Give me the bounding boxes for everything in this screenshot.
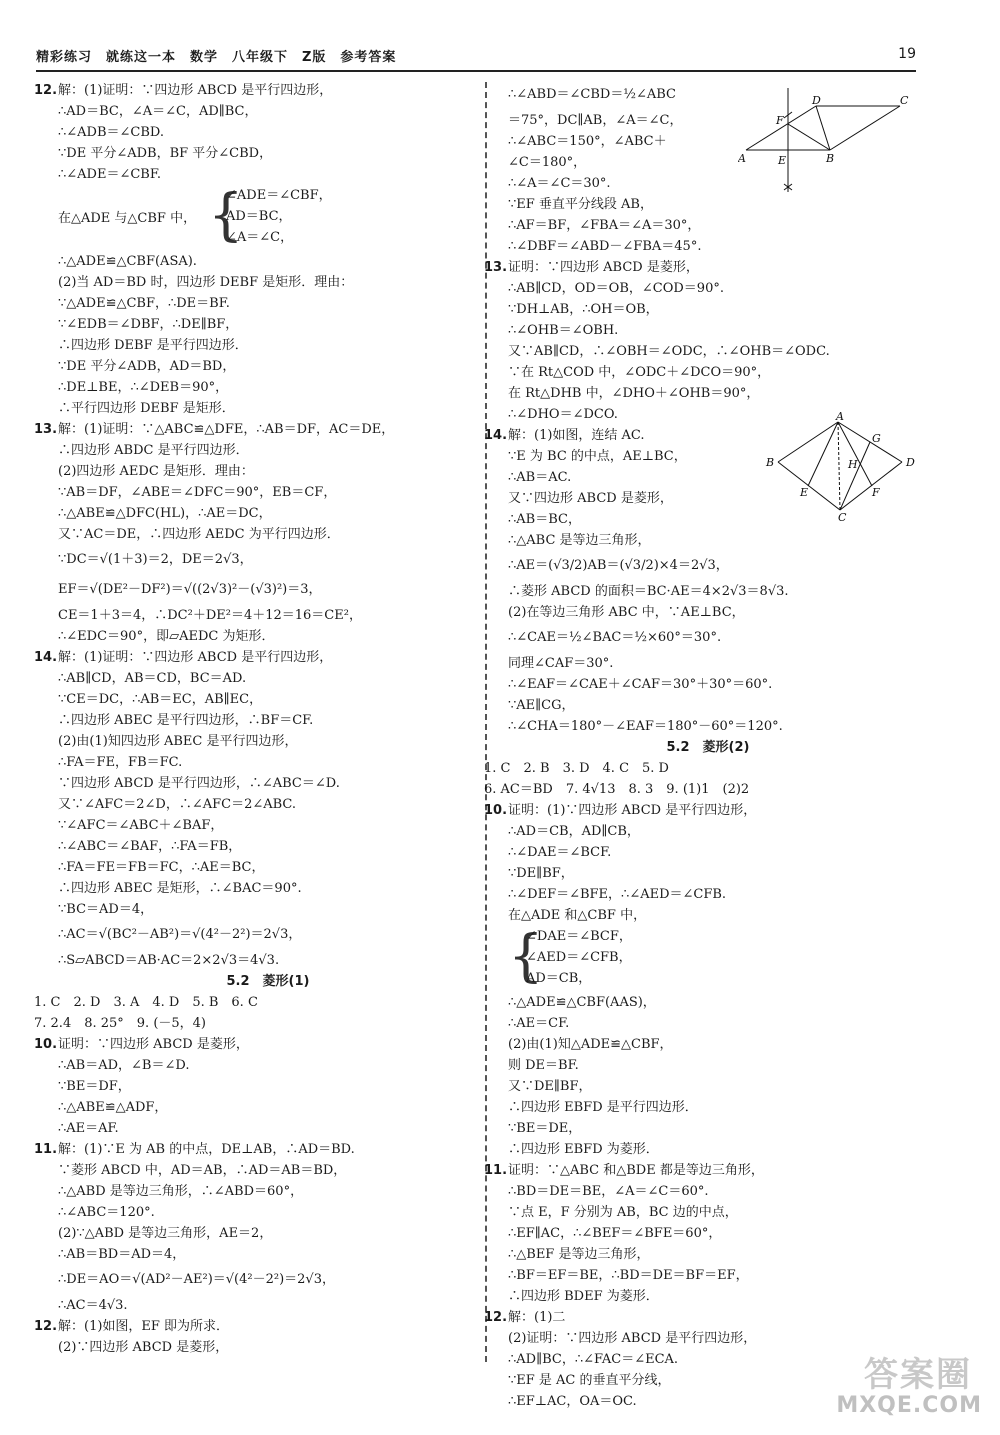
solution-line (58, 143, 478, 164)
solution-line (34, 419, 478, 440)
line-text: ∴四边形 BDEF 为菱形． (508, 1289, 659, 1304)
solution-line (508, 215, 908, 236)
problem-number: 10. (34, 1037, 58, 1052)
solution-line (58, 482, 478, 503)
line-text: ∵AE∥CG， (508, 698, 575, 713)
line-text: 1. C 2. D 3. A 4. D 5. B 6. C (34, 995, 258, 1010)
problem-number: 13. (484, 260, 508, 275)
solution-line (58, 1160, 478, 1181)
header-title: 精彩练习 就练这一本 数学 八年级下 Z版 参考答案 (36, 50, 397, 65)
line-text: ∴EF∥AC，∴∠BEF＝∠BFE＝60°， (508, 1226, 722, 1241)
line-text: 证明：∵四边形 ABCD 是菱形， (58, 1037, 249, 1052)
solution-line (58, 398, 478, 419)
line-text: 又∵AB∥CD，∴∠OBH＝∠ODC，∴∠OHB＝∠ODC. (508, 344, 830, 359)
solution-line (508, 992, 908, 1013)
line-text: ∴AE＝CF. (508, 1016, 570, 1031)
line-text: (2)证明：∵四边形 ABCD 是平行四边形， (508, 1331, 757, 1346)
line-text: ∴△ADE≌△CBF(ASA). (58, 254, 197, 269)
solution-line (58, 1223, 478, 1244)
solution-line (58, 836, 478, 857)
fig2-label-f: F (872, 486, 880, 499)
line-text: ∴EF⊥AC，OA＝OC. (508, 1394, 637, 1409)
fig1-label-e: E (778, 154, 787, 167)
watermark (792, 1347, 982, 1427)
line-text: ∴菱形 ABCD 的面积＝BC·AE＝4×2√3＝8√3. (508, 584, 789, 599)
line-text: ∴AE＝AF. (58, 1121, 119, 1136)
right-column (484, 80, 908, 1412)
solution-line (58, 503, 478, 524)
line-text: ∴∠OHB＝∠OBH. (508, 323, 619, 338)
line-text: ∴AB＝BD＝AD＝4， (58, 1247, 186, 1262)
answer-line (484, 779, 908, 800)
line-text: ∴平行四边形 DEBF 是矩形． (58, 401, 235, 416)
figure-rhombus-abcd (760, 412, 920, 522)
solution-line (508, 623, 908, 653)
line-text: (2)当 AD＝BD 时，四边形 DEBF 是矩形．理由： (58, 275, 354, 290)
line-text: ∴∠CHA＝180°－∠EAF＝180°－60°＝120°. (508, 719, 783, 734)
line-text: 解：(1)如图，连结 AC. (508, 428, 645, 443)
line-text: EF＝√(DE²－DF²)＝√((2√3)²－(√3)²)＝3， (58, 582, 322, 597)
line-text: ∴∠ABD＝∠CBD＝½∠ABC (508, 87, 676, 102)
solution-line (508, 299, 908, 320)
solution-line (508, 551, 908, 581)
solution-line (508, 1034, 908, 1055)
line-text: ∴△ABD 是等边三角形，∴∠ABD＝60°， (58, 1184, 304, 1199)
line-text: 又∵∠AFC＝2∠D，∴∠AFC＝2∠ABC. (58, 797, 297, 812)
solution-line (34, 647, 478, 668)
line-text: ∴∠EDC＝90°，即▱AEDC 为矩形． (58, 629, 275, 644)
solution-line (508, 884, 908, 905)
solution-line (58, 920, 478, 950)
line-text: ∵EF 垂直平分线段 AB， (508, 197, 653, 212)
line-text: 则 DE＝BF. (508, 1058, 579, 1073)
brace-lead-text: 在△ADE 与△CBF 中， (58, 211, 197, 226)
solution-line (508, 530, 908, 551)
line-text: ∴△ABE≌△ADF， (58, 1100, 168, 1115)
solution-line (34, 1316, 478, 1337)
line-text: ∴DE⊥BE，∴∠DEB＝90°， (58, 380, 229, 395)
line-text: 在△ADE 和△CBF 中， (508, 908, 647, 923)
line-text: ∴∠CAE＝½∠BAC＝½×60°＝30°. (508, 630, 722, 645)
solution-line (58, 626, 478, 647)
line-text: 解：(1)∵E 为 AB 的中点，DE⊥AB，∴AD＝BD. (58, 1142, 355, 1157)
line-text: ∵AB＝DF，∠ABE＝∠DFC＝90°，EB＝CF， (58, 485, 337, 500)
section-heading (58, 971, 478, 992)
solution-line (34, 80, 478, 101)
solution-line (484, 257, 908, 278)
line-text: 解：(1)证明：∵△ABC≌△DFE，∴AB＝DF，AC＝DE， (58, 422, 395, 437)
solution-line (58, 899, 478, 920)
solution-line (58, 815, 478, 836)
solution-line (58, 1181, 478, 1202)
line-text: ∴∠ADE＝∠CBF. (58, 167, 161, 182)
solution-line (508, 1265, 908, 1286)
line-text: 解：(1)如图，EF 即为所求． (58, 1319, 230, 1334)
solution-line (58, 524, 478, 545)
line-text: ∴FA＝FE，FB＝FC. (58, 755, 183, 770)
line-text: ∴四边形 EBFD 为菱形． (508, 1142, 659, 1157)
solution-line (484, 1160, 908, 1181)
brace-system (58, 185, 478, 251)
line-text: ∴∠ABC＝∠BAF，∴FA＝FB， (58, 839, 242, 854)
solution-line (508, 1223, 908, 1244)
line-text: ∴∠DHO＝∠DCO. (508, 407, 618, 422)
solution-line (58, 1337, 478, 1358)
line-text: 在 Rt△DHB 中，∠DHO＋∠OHB＝90°， (508, 386, 760, 401)
brace-item: AD＝CB， (526, 971, 592, 986)
solution-line (58, 377, 478, 398)
line-text: ∵BE＝DF， (58, 1079, 131, 1094)
solution-line (34, 1034, 478, 1055)
line-text: ∴∠ADB＝∠CBD. (58, 125, 165, 140)
solution-line (508, 1328, 908, 1349)
line-text: 1. C 2. B 3. D 4. C 5. D (484, 761, 669, 776)
line-text: ∴△ABE≌△DFC(HL)，∴AE＝DC， (58, 506, 272, 521)
line-text: 同理∠CAF＝30°. (508, 656, 614, 671)
solution-line (58, 575, 478, 605)
solution-line (508, 236, 908, 257)
problem-number: 12. (484, 1310, 508, 1325)
solution-line (508, 1202, 908, 1223)
line-text: (2)在等边三角形 ABC 中，∵AE⊥BC， (508, 605, 745, 620)
solution-line (508, 362, 908, 383)
brace-symbol: { (208, 183, 244, 248)
problem-number: 11. (484, 1163, 508, 1178)
solution-line (508, 320, 908, 341)
solution-line (508, 341, 908, 362)
line-text: ∵EF 是 AC 的垂直平分线， (508, 1373, 671, 1388)
line-text: ∵菱形 ABCD 中，AD＝AB，∴AD＝AB＝BD， (58, 1163, 347, 1178)
fig2-label-a: A (836, 412, 844, 423)
line-text: ∵∠EDB＝∠DBF，∴DE∥BF， (58, 317, 239, 332)
solution-line (58, 1244, 478, 1265)
solution-line (484, 800, 908, 821)
solution-line (58, 794, 478, 815)
line-text: ∵DE 平分∠ADB，AD＝BD， (58, 359, 236, 374)
line-text: ∴AB＝BC， (508, 512, 581, 527)
solution-line (58, 101, 478, 122)
page-header (36, 46, 916, 68)
page-number: 19 (898, 46, 916, 62)
brace-item: AD＝BC， (226, 209, 292, 224)
solution-line (508, 821, 908, 842)
line-text: ∴∠DAE＝∠BCF. (508, 845, 612, 860)
solution-line (508, 1139, 908, 1160)
line-text: 又∵AC＝DE，∴四边形 AEDC 为平行四边形． (58, 527, 340, 542)
answer-line (34, 1013, 478, 1034)
solution-line (508, 1244, 908, 1265)
fig1-label-c: C (900, 94, 909, 107)
solution-line (58, 1076, 478, 1097)
line-text: ∵在 Rt△COD 中，∠ODC＋∠DCO＝90°， (508, 365, 771, 380)
line-text: ∴AF＝BF，∠FBA＝∠A＝30°， (508, 218, 701, 233)
problem-number: 10. (484, 803, 508, 818)
line-text: ∴∠EAF＝∠CAE＋∠CAF＝30°＋30°＝60°. (508, 677, 773, 692)
line-text: ∴DE＝AO＝√(AD²－AE²)＝√(4²－2²)＝2√3， (58, 1272, 335, 1287)
solution-line (58, 251, 478, 272)
fig1-label-a: A (738, 152, 746, 165)
line-text: ∴AE＝(√3/2)AB＝(√3/2)×4＝2√3， (508, 558, 729, 573)
solution-line (508, 905, 908, 926)
solution-line (58, 752, 478, 773)
line-text: ＝75°，DC∥AB，∠A＝∠C， (508, 113, 683, 128)
line-text: ∴四边形 ABDC 是平行四边形． (58, 443, 249, 458)
line-text: ∴∠A＝∠C＝30°. (508, 176, 611, 191)
line-text: (2)∵四边形 ABCD 是菱形， (58, 1340, 229, 1355)
brace-system (508, 926, 908, 992)
line-text: ∴△ABC 是等边三角形， (508, 533, 651, 548)
brace-symbol: { (508, 924, 544, 989)
line-text: (2)∵△ABD 是等边三角形，AE＝2， (58, 1226, 273, 1241)
line-text: 6. AC＝BD 7. 4√13 8. 3 9. (1)1 (2)2 (484, 782, 750, 797)
line-text: 5.2 菱形(1) (226, 974, 310, 989)
solution-line (58, 1265, 478, 1295)
problem-number: 13. (34, 422, 58, 437)
solution-line (58, 356, 478, 377)
solution-line (58, 545, 478, 575)
line-text: ∴∠ABC＝120°. (58, 1205, 155, 1220)
line-text: ∵△ADE≌△CBF，∴DE＝BF. (58, 296, 230, 311)
solution-line (508, 674, 908, 695)
line-text: 5.2 菱形(2) (666, 740, 750, 755)
solution-line (58, 950, 478, 971)
line-text: ∵点 E，F 分别为 AB，BC 边的中点， (508, 1205, 738, 1220)
problem-number: 14. (34, 650, 58, 665)
fig1-label-f: F (776, 114, 784, 127)
solution-line (58, 605, 478, 626)
solution-line (58, 335, 478, 356)
line-text: 解：(1)证明：∵四边形 ABCD 是平行四边形， (58, 650, 333, 665)
brace-item: ∠ADE＝∠CBF， (226, 188, 332, 203)
fig2-label-c: C (838, 511, 847, 522)
solution-line (508, 1286, 908, 1307)
line-text: ∵DC＝√(1＋3)＝2，DE＝2√3， (58, 552, 253, 567)
line-text: ∵BC＝AD＝4， (58, 902, 154, 917)
fig1-label-d: D (812, 94, 821, 107)
left-column (34, 80, 478, 1358)
line-text: ∴AB∥CD，AB＝CD，BC＝AD. (58, 671, 247, 686)
solution-line (58, 689, 478, 710)
line-text: (2)四边形 AEDC 是矩形．理由： (58, 464, 254, 479)
line-text: 解：(1)证明：∵四边形 ABCD 是平行四边形， (58, 83, 333, 98)
solution-line (58, 1118, 478, 1139)
problem-number: 12. (34, 83, 58, 98)
solution-line (58, 122, 478, 143)
line-text: ∴BD＝DE＝BE，∠A＝∠C＝60°. (508, 1184, 709, 1199)
solution-line (58, 314, 478, 335)
figure-rhombus-bisector (738, 88, 918, 198)
line-text: 又∵四边形 ABCD 是菱形， (508, 491, 673, 506)
solution-line (58, 164, 478, 185)
solution-line (508, 1055, 908, 1076)
line-text: (2)由(1)知△ADE≌△CBF， (508, 1037, 673, 1052)
line-text: ∵DE 平分∠ADB，BF 平分∠CBD， (58, 146, 273, 161)
solution-line (58, 461, 478, 482)
solution-line (58, 731, 478, 752)
solution-line (34, 1139, 478, 1160)
solution-line (58, 1295, 478, 1316)
line-text: ∴FA＝FE＝FB＝FC，∴AE＝BC， (58, 860, 265, 875)
solution-line (508, 695, 908, 716)
line-text: ∴∠ABC＝150°，∠ABC＋ (508, 134, 667, 149)
line-text: ∴AB∥CD，OD＝OB，∠COD＝90°. (508, 281, 724, 296)
solution-line (508, 842, 908, 863)
line-text: 7. 2.4 8. 25° 9. (－5，4) (34, 1016, 207, 1031)
solution-line (58, 878, 478, 899)
line-text: ∴∠DBF＝∠ABD－∠FBA＝45°. (508, 239, 702, 254)
solution-line (508, 1118, 908, 1139)
line-text: ∵BE＝DE， (508, 1121, 582, 1136)
fig2-label-d: D (906, 456, 915, 469)
solution-line (508, 863, 908, 884)
line-text: ∴BF＝EF＝BE，∴BD＝DE＝BF＝EF， (508, 1268, 749, 1283)
line-text: ∵DE∥BF， (508, 866, 574, 881)
line-text: 证明：∵△ABC 和△BDE 都是等边三角形， (508, 1163, 764, 1178)
line-text: ∴四边形 ABEC 是平行四边形，∴BF＝CF. (58, 713, 314, 728)
line-text: ∴AC＝√(BC²－AB²)＝√(4²－2²)＝2√3， (58, 927, 302, 942)
line-text: (2)由(1)知四边形 ABEC 是平行四边形， (58, 734, 298, 749)
line-text: 又∵DE∥BF， (508, 1079, 592, 1094)
fig2-label-g: G (872, 432, 881, 445)
line-text: ∴四边形 EBFD 是平行四边形． (508, 1100, 698, 1115)
line-text: CE＝1＋3＝4，∴DC²＋DE²＝4＋12＝16＝CE²， (58, 608, 362, 623)
solution-line (58, 293, 478, 314)
line-text: ∴△ADE≌△CBF(AAS)， (508, 995, 656, 1010)
line-text: ∴∠DEF＝∠BFE，∴∠AED＝∠CFB. (508, 887, 727, 902)
line-text: ∵四边形 ABCD 是平行四边形，∴∠ABC＝∠D. (58, 776, 340, 791)
line-text: ∴AB＝AD，∠B＝∠D. (58, 1058, 190, 1073)
solution-line (58, 857, 478, 878)
solution-line (508, 278, 908, 299)
answer-line (34, 992, 478, 1013)
watermark-url: MXQE.COM (836, 1393, 982, 1418)
line-text: ∴AD＝BC，∠A＝∠C，AD∥BC， (58, 104, 258, 119)
line-text: ∴AD＝CB，AD∥CB， (508, 824, 640, 839)
solution-line (58, 1097, 478, 1118)
solution-line (508, 1076, 908, 1097)
line-text: 证明：(1)∵四边形 ABCD 是平行四边形， (508, 803, 757, 818)
brace-item: ∠DAE＝∠BCF， (526, 929, 632, 944)
fig1-label-b: B (826, 152, 835, 165)
brace-item: ∠A＝∠C， (226, 230, 294, 245)
fig2-label-e: E (800, 486, 809, 499)
solution-line (58, 710, 478, 731)
problem-number: 12. (34, 1319, 58, 1334)
line-text: ∵∠AFC＝∠ABC＋∠BAF， (58, 818, 224, 833)
fig2-label-h: H (848, 458, 858, 471)
solution-line (58, 1055, 478, 1076)
line-text: ∴S▱ABCD＝AB·AC＝2×2√3＝4√3. (58, 953, 280, 968)
solution-line (508, 1097, 908, 1118)
solution-line (58, 440, 478, 461)
solution-line (58, 773, 478, 794)
fig2-label-b: B (766, 456, 775, 469)
watermark-logo-text: 答案圈 (864, 1355, 972, 1395)
line-text: ∴AD∥BC，∴∠FAC＝∠ECA. (508, 1352, 679, 1367)
brace-item: ∠AED＝∠CFB， (526, 950, 632, 965)
line-text: ∵E 为 BC 的中点，AE⊥BC， (508, 449, 687, 464)
solution-line (58, 1202, 478, 1223)
solution-line (508, 1181, 908, 1202)
solution-line (508, 581, 908, 602)
line-text: ∴△BEF 是等边三角形， (508, 1247, 650, 1262)
line-text: ∵DH⊥AB，∴OH＝OB， (508, 302, 659, 317)
line-text: ∴四边形 DEBF 是平行四边形． (58, 338, 248, 353)
line-text: ∠C＝180°， (508, 155, 587, 170)
solution-line (508, 602, 908, 623)
section-heading (508, 737, 908, 758)
solution-line (58, 272, 478, 293)
solution-line (508, 716, 908, 737)
header-rule (36, 70, 916, 72)
problem-number: 11. (34, 1142, 58, 1157)
line-text: 解：(1)二 (508, 1310, 566, 1325)
answer-line (484, 758, 908, 779)
line-text: ∴AB＝AC. (508, 470, 572, 485)
line-text: ∵CE＝DC，∴AB＝EC，AB∥EC， (58, 692, 263, 707)
line-text: ∴AC＝4√3. (58, 1298, 128, 1313)
line-text: 证明：∵四边形 ABCD 是菱形， (508, 260, 699, 275)
line-text: ∴四边形 ABEC 是矩形，∴∠BAC＝90°. (58, 881, 302, 896)
solution-line (58, 668, 478, 689)
solution-line (508, 1013, 908, 1034)
solution-line (508, 653, 908, 674)
solution-line (484, 1307, 908, 1328)
solution-line (508, 383, 908, 404)
problem-number: 14. (484, 428, 508, 443)
